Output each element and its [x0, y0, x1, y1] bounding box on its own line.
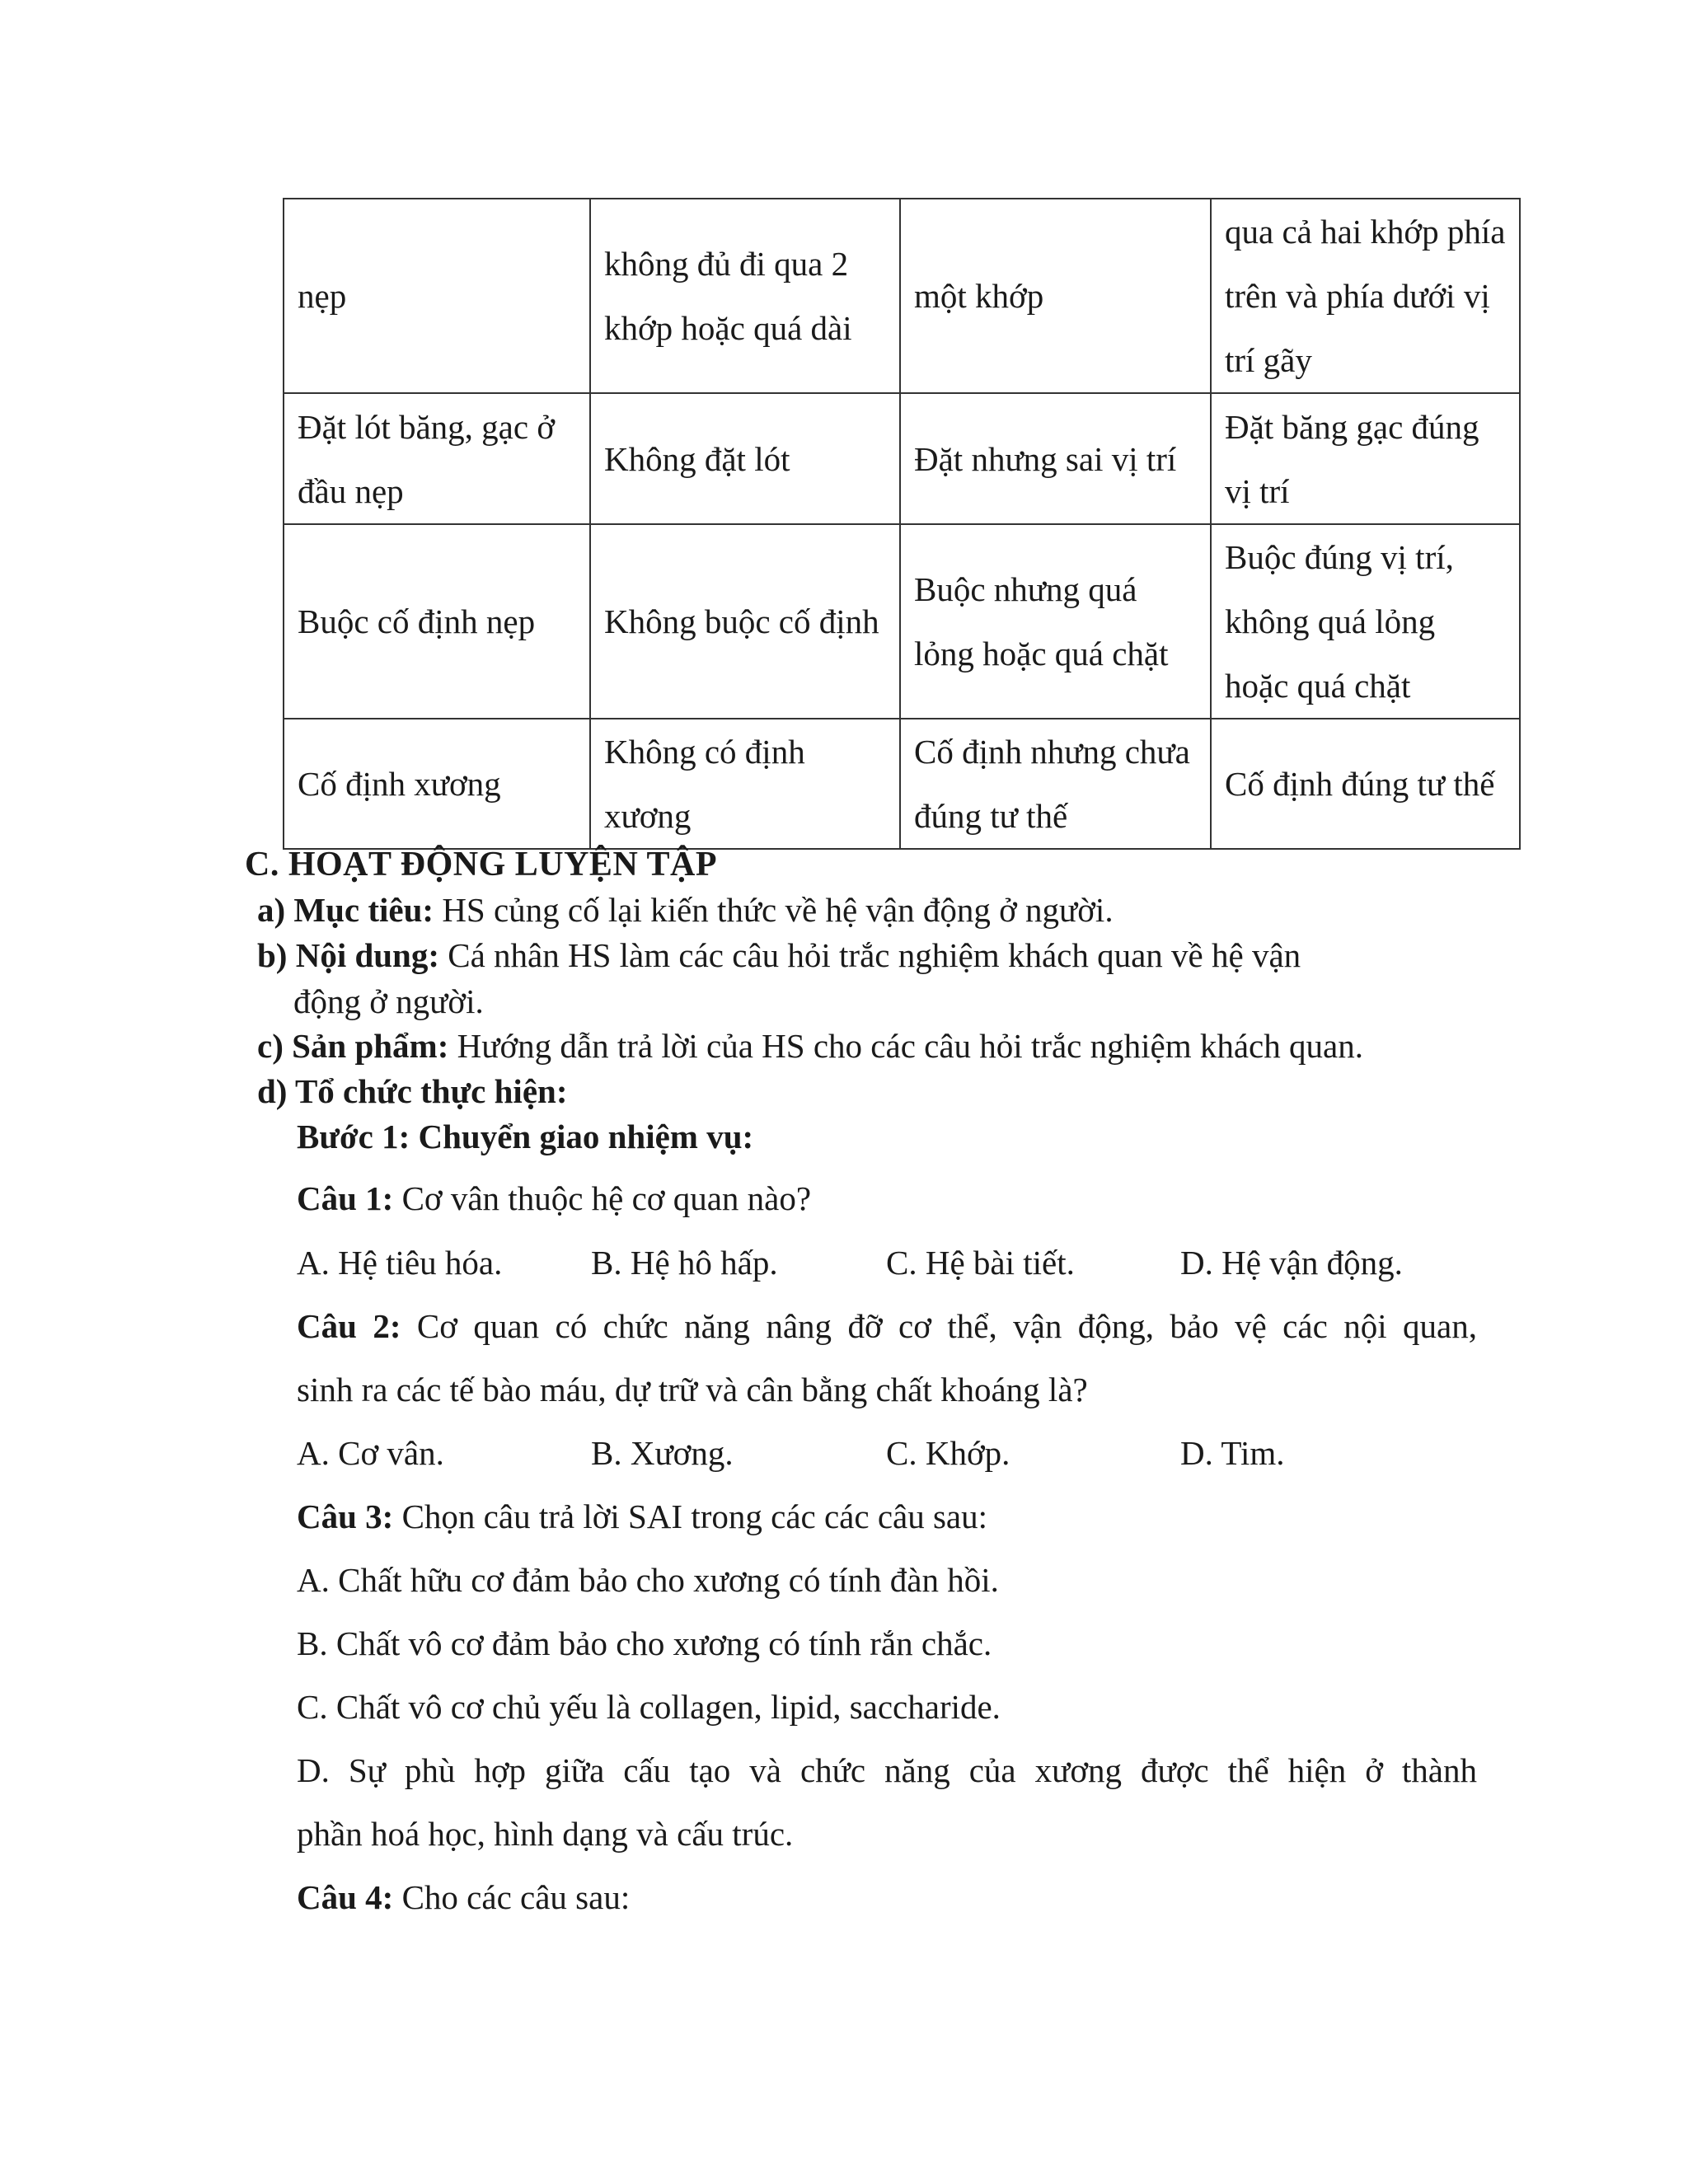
- answer-option: D. Sự phù hợp giữa cấu tạo và chức năng của xương được thể hiện ở thành: [297, 1751, 1477, 1789]
- question-label: Câu 3:: [297, 1497, 394, 1535]
- item-label: b) Nội dung:: [257, 936, 440, 974]
- item-label: a) Mục tiêu:: [257, 891, 434, 929]
- question-1: [297, 1174, 1477, 1223]
- table-cell: một khớp: [900, 199, 1211, 393]
- answer-option: B. Xương.: [591, 1434, 734, 1472]
- item-text: Cá nhân HS làm các câu hỏi trắc nghiệm khách quan về hệ vận: [439, 936, 1301, 974]
- product-item: [257, 1023, 1526, 1069]
- table-row: [284, 524, 1520, 719]
- answer-option-continued: phần hoá học, hình dạng và cấu trúc.: [297, 1815, 794, 1853]
- item-text: HS củng cố lại kiến thức về hệ vận động ở người.: [434, 891, 1114, 929]
- table-cell: Buộc cố định nẹp: [284, 524, 590, 719]
- table-cell: Đặt nhưng sai vị trí: [900, 393, 1211, 524]
- answer-option: D. Hệ vận động.: [1180, 1244, 1403, 1282]
- assessment-table: [283, 198, 1521, 850]
- table-row: [284, 393, 1520, 524]
- table-cell: Đặt băng gạc đúng vị trí: [1211, 393, 1520, 524]
- table-cell: Buộc đúng vị trí, không quá lỏng hoặc quá chặt: [1211, 524, 1520, 719]
- answer-option: C. Hệ bài tiết.: [886, 1244, 1075, 1282]
- table-cell: nẹp: [284, 199, 590, 393]
- organization-item: [257, 1068, 1526, 1114]
- answer-option: A. Hệ tiêu hóa.: [297, 1244, 503, 1282]
- answer-option: A. Cơ vân.: [297, 1434, 444, 1472]
- table-cell: Cố định nhưng chưa đúng tư thế: [900, 719, 1211, 849]
- question-text: Cho các câu sau:: [393, 1878, 631, 1916]
- content-item: [257, 932, 1526, 1024]
- item-text-continued: động ở người.: [293, 982, 484, 1020]
- table-row: [284, 719, 1520, 849]
- table-cell: Đặt lót băng, gạc ở đầu nẹp: [284, 393, 590, 524]
- answer-option: A. Chất hữu cơ đảm bảo cho xương có tính đàn hồi.: [297, 1561, 999, 1599]
- objective-item: [257, 887, 1526, 933]
- question-4: [297, 1872, 1477, 1922]
- answer-option: C. Khớp.: [886, 1434, 1010, 1472]
- question-label: Câu 1:: [297, 1179, 394, 1217]
- question-label: Câu 2:: [297, 1307, 401, 1345]
- question-text: Chọn câu trả lời SAI trong các các câu sau:: [393, 1497, 988, 1535]
- answer-option: C. Chất vô cơ chủ yếu là collagen, lipid, saccharide.: [297, 1688, 1001, 1726]
- table-cell: Buộc nhưng quá lỏng hoặc quá chặt: [900, 524, 1211, 719]
- answer-option: B. Hệ hô hấp.: [591, 1244, 778, 1282]
- table-cell: Không có định xương: [590, 719, 900, 849]
- table-cell: Không đặt lót: [590, 393, 900, 524]
- table-cell: Cố định đúng tư thế: [1211, 719, 1520, 849]
- item-text: Hướng dẫn trả lời của HS cho các câu hỏi trắc nghiệm khách quan.: [448, 1027, 1363, 1065]
- item-label: c) Sản phẩm:: [257, 1027, 449, 1065]
- answer-option: B. Chất vô cơ đảm bảo cho xương có tính rắn chắc.: [297, 1624, 992, 1662]
- table-row: [284, 199, 1520, 393]
- item-label: d) Tổ chức thực hiện:: [257, 1072, 568, 1110]
- question-text: Cơ vân thuộc hệ cơ quan nào?: [393, 1179, 812, 1217]
- question-text: Cơ quan có chức năng nâng đỡ cơ thể, vận động, bảo vệ các nội quan,: [401, 1307, 1477, 1345]
- section-heading: C. HOẠT ĐỘNG LUYỆN TẬP: [245, 846, 718, 883]
- question-3: [297, 1492, 1477, 1541]
- answer-option: D. Tim.: [1180, 1434, 1285, 1472]
- question-2-continued: sinh ra các tế bào máu, dự trữ và cân bằng chất khoáng là?: [297, 1371, 1088, 1408]
- table-cell: Không buộc cố định: [590, 524, 900, 719]
- question-label: Câu 4:: [297, 1878, 394, 1916]
- step-heading: Bước 1: Chuyển giao nhiệm vụ:: [297, 1118, 754, 1155]
- table-cell: qua cả hai khớp phía trên và phía dưới vị trí gãy: [1211, 199, 1520, 393]
- table-cell: không đủ đi qua 2 khớp hoặc quá dài: [590, 199, 900, 393]
- question-2: [297, 1301, 1477, 1351]
- table-cell: Cố định xương: [284, 719, 590, 849]
